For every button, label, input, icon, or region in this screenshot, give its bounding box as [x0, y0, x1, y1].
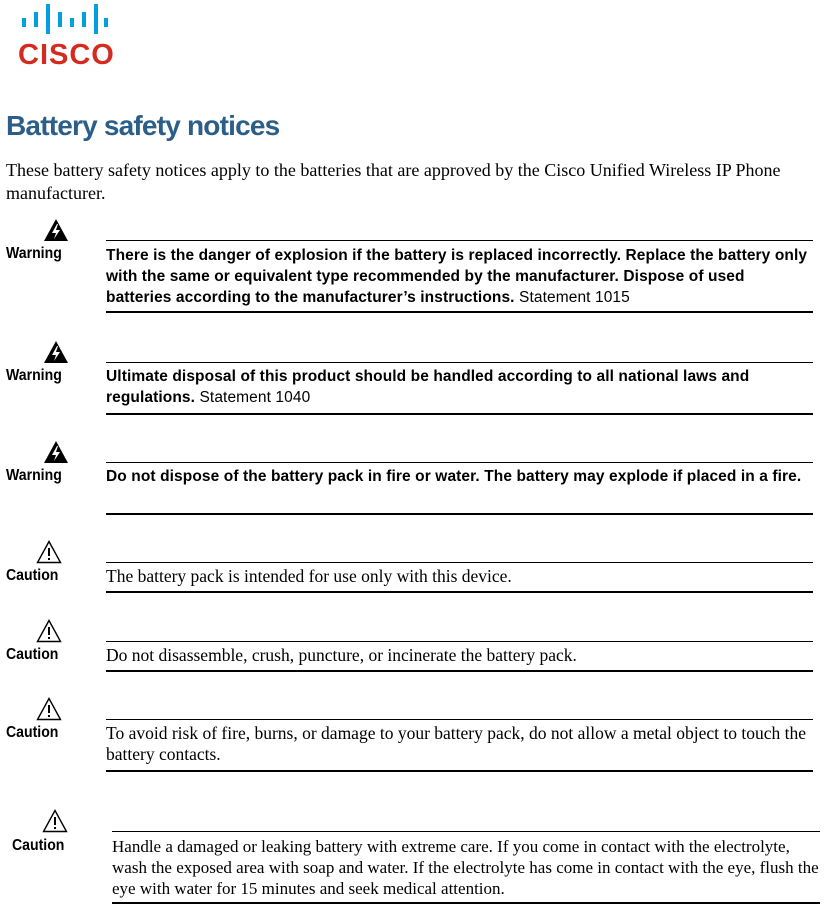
- notice-message: There is the danger of explosion if the battery is replaced incorrectly. Replace the battery only with the same or equivalent type recommended by the manufacturer. Dispose of used batteries according to the manufacturer’s instructions.: [106, 247, 808, 306]
- notice-label: Caution: [6, 724, 59, 741]
- notice-text: [106, 366, 813, 408]
- notice-label: Caution: [6, 646, 59, 663]
- notice-top-rule: [106, 719, 813, 720]
- notice-message: Do not dispose of the battery pack in fire or water. The battery may explode if placed in a fire.: [106, 468, 802, 485]
- notice-top-rule: [106, 362, 813, 363]
- notice-bottom-rule: [106, 670, 813, 672]
- notice-bottom-rule: [106, 591, 813, 593]
- notice-bottom-rule: [106, 770, 813, 772]
- warning-hazard-icon: [43, 340, 69, 364]
- notice-text: [106, 466, 813, 487]
- cisco-wordmark: CISCO: [18, 39, 115, 71]
- notice-text: Handle a damaged or leaking battery with extreme care. If you come in contact with the electrolyte, wash the exposed area with soap and water. If the electrolyte has come in contact with the eye, flush the eye with water for 15 minutes and seek medical attention.: [112, 837, 819, 898]
- notice-bottom-rule: [112, 902, 820, 904]
- notice-text: [106, 245, 813, 308]
- cisco-logo: [12, 4, 115, 71]
- notice-top-rule: [106, 562, 813, 563]
- cisco-bars-icon: [22, 4, 108, 34]
- notice-top-rule: [106, 641, 813, 642]
- intro-paragraph: These battery safety notices apply to the batteries that are approved by the Cisco Unified Wireless IP Phone manufacturer.: [6, 160, 781, 203]
- warning-hazard-icon: [43, 218, 69, 242]
- statement-number: Statement 1040: [199, 389, 311, 406]
- caution-triangle-icon: [36, 619, 62, 643]
- caution-triangle-icon: [42, 809, 68, 833]
- notice-text: The battery pack is intended for use only with this device.: [106, 566, 512, 586]
- notice-label: Warning: [6, 367, 62, 384]
- warning-hazard-icon: [43, 440, 69, 464]
- page-title: Battery safety notices: [6, 110, 280, 141]
- statement-number: Statement 1015: [519, 289, 630, 306]
- caution-triangle-icon: [36, 540, 62, 564]
- notice-bottom-rule: [106, 311, 813, 313]
- caution-triangle-icon: [36, 697, 62, 721]
- notice-top-rule: [106, 240, 813, 241]
- notice-text: Do not disassemble, crush, puncture, or incinerate the battery pack.: [106, 645, 577, 665]
- notice-text: To avoid risk of fire, burns, or damage to your battery pack, do not allow a metal object to touch the battery contacts.: [106, 723, 807, 764]
- notice-label: Caution: [12, 837, 65, 854]
- notice-bottom-rule: [106, 513, 813, 515]
- notice-label: Warning: [6, 467, 62, 484]
- notice-bottom-rule: [106, 413, 813, 415]
- notice-message: Ultimate disposal of this product should be handled according to all national laws and regulations.: [106, 368, 750, 406]
- notice-top-rule: [112, 831, 820, 832]
- notice-top-rule: [106, 462, 813, 463]
- notice-label: Caution: [6, 567, 59, 584]
- notice-label: Warning: [6, 245, 62, 262]
